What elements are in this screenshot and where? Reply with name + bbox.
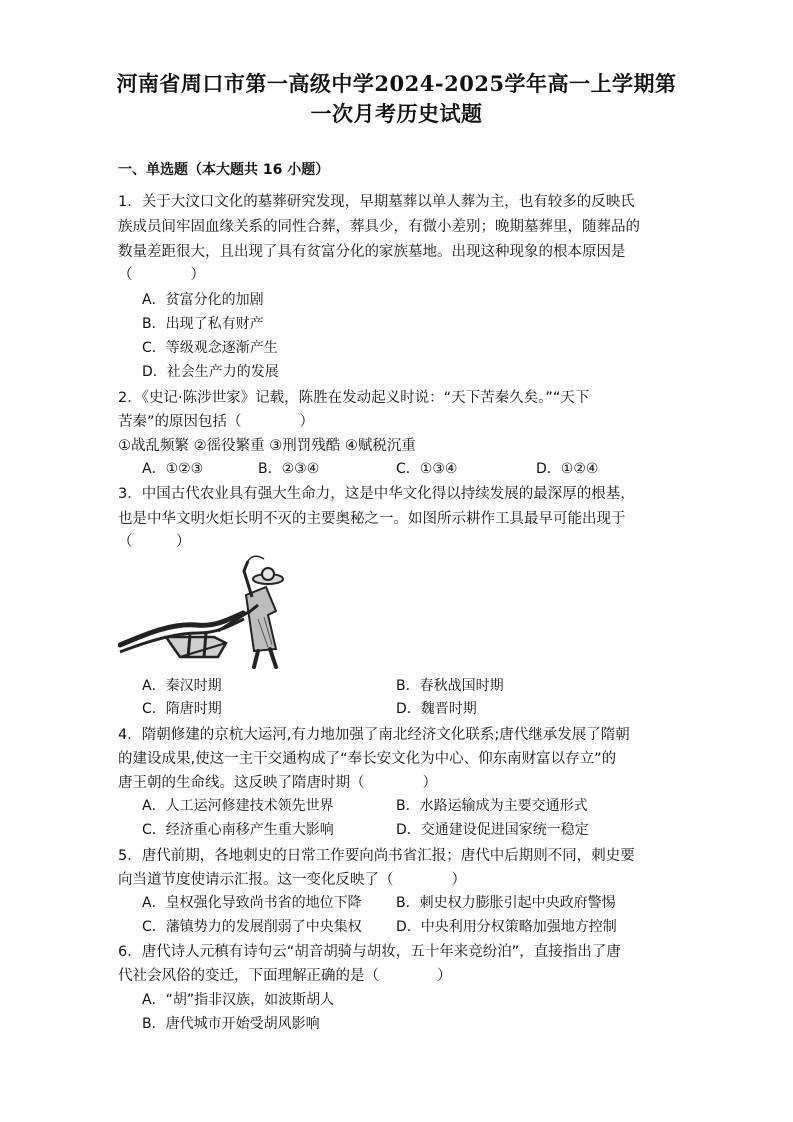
q5-stem-line: 向当道节度使请示汇报。这一变化反映了（ ） bbox=[118, 872, 466, 888]
q6-option-a: A．“胡”指非汉族，如波斯胡人 bbox=[142, 992, 335, 1008]
q4-option-d: D．交通建设促进国家统一稳定 bbox=[396, 822, 589, 838]
q3-stem-line: 也是中华文明火炬长明不灭的主要奥秘之一。如图所示耕作工具最早可能出现于 bbox=[118, 511, 626, 527]
q1-option-a: A．贫富分化的加剧 bbox=[142, 292, 264, 308]
q1-answer-blank: （ ） bbox=[118, 267, 205, 283]
exam-title-line-1: 河南省周口市第一高级中学2024-2025学年高一上学期第 bbox=[116, 71, 677, 96]
q3-stem-line: 3．中国古代农业具有强大生命力，这是中华文化得以持续发展的最深厚的根基， bbox=[118, 486, 635, 502]
q3-answer-blank: （ ） bbox=[118, 534, 191, 550]
q3-option-d: D．魏晋时期 bbox=[396, 701, 477, 717]
q2-option-d: D．①②④ bbox=[536, 461, 599, 477]
q2-stem-line: 2．《史记·陈涉世家》记载，陈胜在发动起义时说：“天下苦秦久矣。”“天下 bbox=[118, 390, 590, 406]
q1-stem-line: 族成员间牢固血缘关系的同性合葬，葬具少，有微小差别；晚期墓葬里，随葬品的 bbox=[118, 219, 640, 235]
plowing-farmer-illustration bbox=[118, 553, 293, 671]
q4-option-a: A．人工运河修建技术领先世界 bbox=[142, 798, 334, 814]
q4-stem-line: 的建设成果,使这一主干交通构成了“奉长安文化为中心、仰东南财富以存立”的 bbox=[118, 751, 617, 767]
q1-option-b: B．出现了私有财产 bbox=[142, 316, 264, 332]
q2-option-c: C．①③④ bbox=[396, 461, 458, 477]
q6-stem-line: 代社会风俗的变迁，下面理解正确的是（ ） bbox=[118, 968, 452, 984]
exam-title-line-2: 一次月考历史试题 bbox=[310, 101, 483, 126]
q5-option-a: A．皇权强化导致尚书省的地位下降 bbox=[142, 895, 362, 911]
q6-option-b: B．唐代城市开始受胡风影响 bbox=[142, 1016, 320, 1032]
q1-stem-line: 1．关于大汶口文化的墓葬研究发现，早期墓葬以单人葬为主，也有较多的反映氏 bbox=[118, 194, 635, 210]
q2-stem-line: 苦秦”的原因包括（ ） bbox=[118, 414, 315, 430]
q2-option-b: B．②③④ bbox=[258, 461, 320, 477]
q5-option-b: B．刺史权力膨胀引起中央政府警惕 bbox=[396, 895, 616, 911]
q1-option-d: D．社会生产力的发展 bbox=[142, 364, 279, 380]
q3-option-b: B．春秋战国时期 bbox=[396, 678, 504, 694]
q1-option-c: C．等级观念逐渐产生 bbox=[142, 340, 278, 356]
q4-option-c: C．经济重心南移产生重大影响 bbox=[142, 822, 334, 838]
q5-option-d: D．中央利用分权策略加强地方控制 bbox=[396, 919, 617, 935]
q5-stem-line: 5．唐代前期，各地刺史的日常工作要向尚书省汇报；唐代中后期则不同，刺史要 bbox=[118, 848, 635, 864]
q2-option-a: A．①②③ bbox=[142, 461, 204, 477]
q4-stem-line: 4．隋朝修建的京杭大运河,有力地加强了南北经济文化联系;唐代继承发展了隋朝 bbox=[118, 727, 630, 743]
q5-option-c: C．藩镇势力的发展削弱了中央集权 bbox=[142, 919, 362, 935]
q2-statements: ①战乱频繁 ②徭役繁重 ③刑罚残酷 ④赋税沉重 bbox=[118, 438, 416, 454]
q4-option-b: B．水路运输成为主要交通形式 bbox=[396, 798, 588, 814]
q6-stem-line: 6．唐代诗人元稹有诗句云“胡音胡骑与胡妆，五十年来竞纷泊”，直接指出了唐 bbox=[118, 944, 621, 960]
q4-stem-line: 唐王朝的生命线。这反映了隋唐时期（ ） bbox=[118, 775, 437, 791]
section-heading: 一、单选题（本大题共 16 小题） bbox=[118, 162, 330, 178]
q3-option-a: A．秦汉时期 bbox=[142, 678, 222, 694]
q3-option-c: C．隋唐时期 bbox=[142, 701, 222, 717]
q1-stem-line: 数量差距很大，且出现了具有贫富分化的家族墓地。出现这种现象的根本原因是 bbox=[118, 244, 626, 260]
